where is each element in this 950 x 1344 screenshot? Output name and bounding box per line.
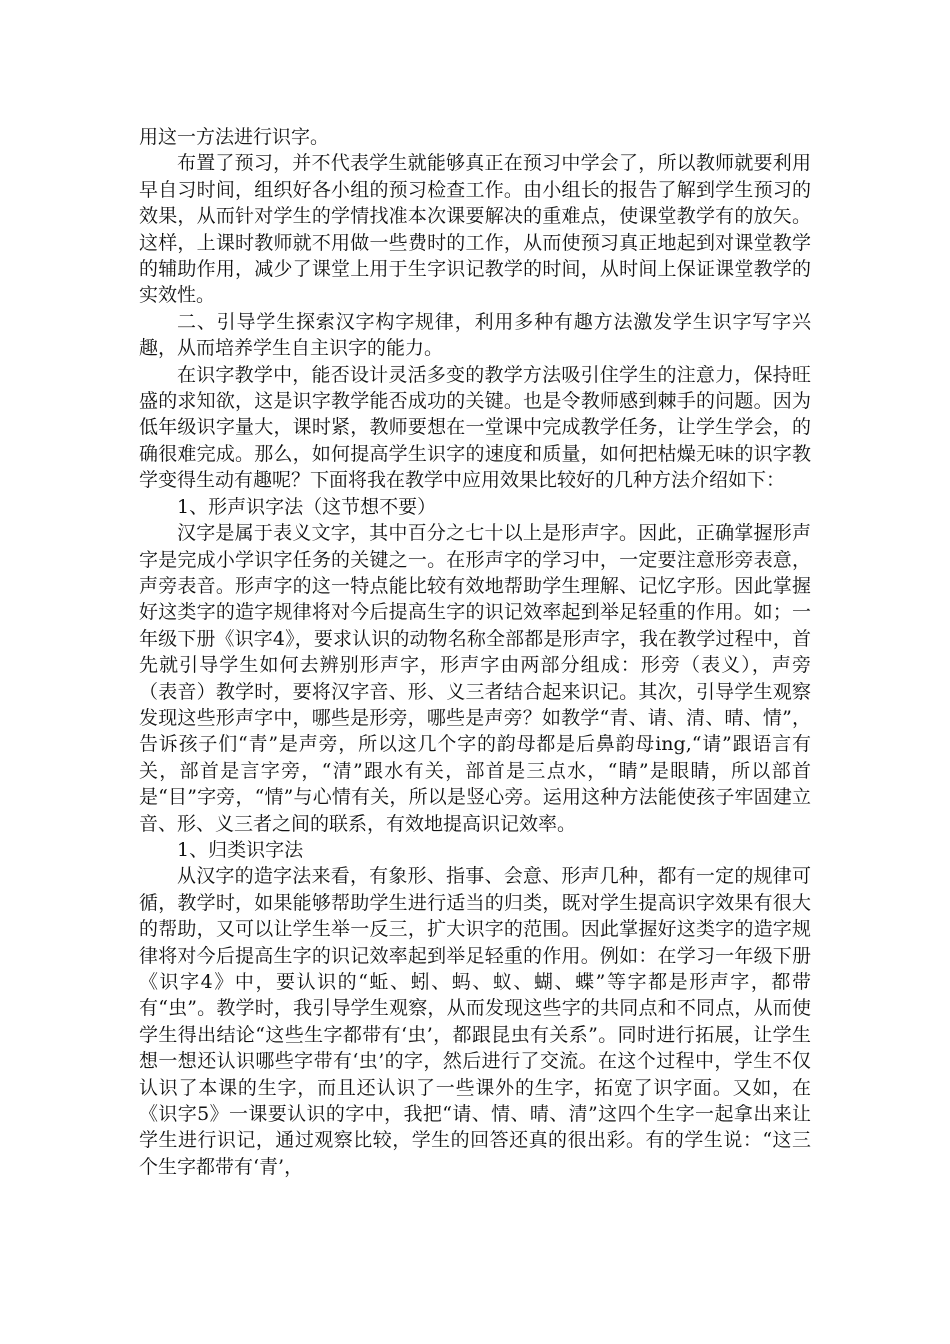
paragraph-4: 汉字是属于表义文字，其中百分之七十以上是形声字。因此，正确掌握形声字是完成小学识字任务的关键之一。在形声字的学习中，一定要注意形旁表意，声旁表音。形声字的这一特点能比较有效地帮助学生理解、记忆字形。因此掌握好这类字的造字规律将对今后提高生字的识记效率起到举足轻重的作用。如；一年级下册《识字4》，要求认识的动物名称全部都是形声字，我在教学过程中，首先就引导学生如何去辨别形声字，形声字由两部分组成：形旁（表义），声旁（表音）教学时，要将汉字音、形、义三者结合起来识记。其次，引导学生观察发现这些形声字中，哪些是形旁，哪些是声旁？如教学“青、请、清、晴、情”，告诉孩子们“青”是声旁，所以这几个字的韵母都是后鼻韵母ing,“请”跟语言有关，部首是言字旁，“清”跟水有关，部首是三点水，“睛”是眼睛，所以部首是“目”字旁，“情”与心情有关，所以是竖心旁。运用这种方法能使孩子牢固建立音、形、义三者之间的联系，有效地提高识记效率。 — [139, 522, 811, 835]
paragraph-3: 在识字教学中，能否设计灵活多变的教学方法吸引住学生的注意力，保持旺盛的求知欲，这是识字教学能否成功的关键。也是令教师感到棘手的问题。因为低年级识字量大，课时紧，教师要想在一堂课中完成教学任务，让学生学会，的确很难完成。那么，如何提高学生识字的速度和质量，如何把枯燥无味的识字教学变得生动有趣呢？下面将我在教学中应用效果比较好的几种方法介绍如下： — [139, 363, 811, 492]
section-heading-2: 二、引导学生探索汉字构字规律，利用多种有趣方法激发学生识字写字兴趣，从而培养学生自主识字的能力。 — [139, 310, 811, 360]
paragraph-1: 用这一方法进行识字。 — [139, 126, 330, 148]
subheading-phonetic-method: 1、形声识字法（这节想不要） — [177, 495, 437, 518]
paragraph-2: 布置了预习，并不代表学生就能够真正在预习中学会了，所以教师就要利用早自习时间，组织好各小组的预习检查工作。由小组长的报告了解到学生预习的效果，从而针对学生的学情找准本次课要解决的重难点，使课堂教学有的放矢。这样，上课时教师就不用做一些费时的工作，从而使预习真正地起到对课堂教学的辅助作用，减少了课堂上用于生字识记教学的时间，从时间上保证课堂教学的实效性。 — [139, 152, 811, 307]
document-body — [139, 124, 811, 1180]
subheading-category-method: 1、归类识字法 — [177, 838, 304, 861]
paragraph-5: 从汉字的造字法来看，有象形、指事、会意、形声几种，都有一定的规律可循，教学时，如果能够帮助学生进行适当的归类，既对学生提高识字效果有很大的帮助，又可以让学生举一反三，扩大识字的范围。因此掌握好这类字的造字规律将对今后提高生字的识记效率起到举足轻重的作用。例如：在学习一年级下册《识字4》中，要认识的“蚯、蚓、蚂、蚁、蝴、蝶”等字都是形声字，都带有“虫”。教学时，我引导学生观察，从而发现这些字的共同点和不同点，从而使学生得出结论“这些生字都带有‘虫’，都跟昆虫有关系”。同时进行拓展，让学生想一想还认识哪些字带有‘虫’的字，然后进行了交流。在这个过程中，学生不仅认识了本课的生字，而且还认识了一些课外的生字，拓宽了识字面。又如，在《识字5》一课要认识的字中，我把“请、情、晴、清”这四个生字一起拿出来让学生进行识记，通过观察比较，学生的回答还真的很出彩。有的学生说：“这三个生字都带有‘青’， — [139, 865, 811, 1178]
